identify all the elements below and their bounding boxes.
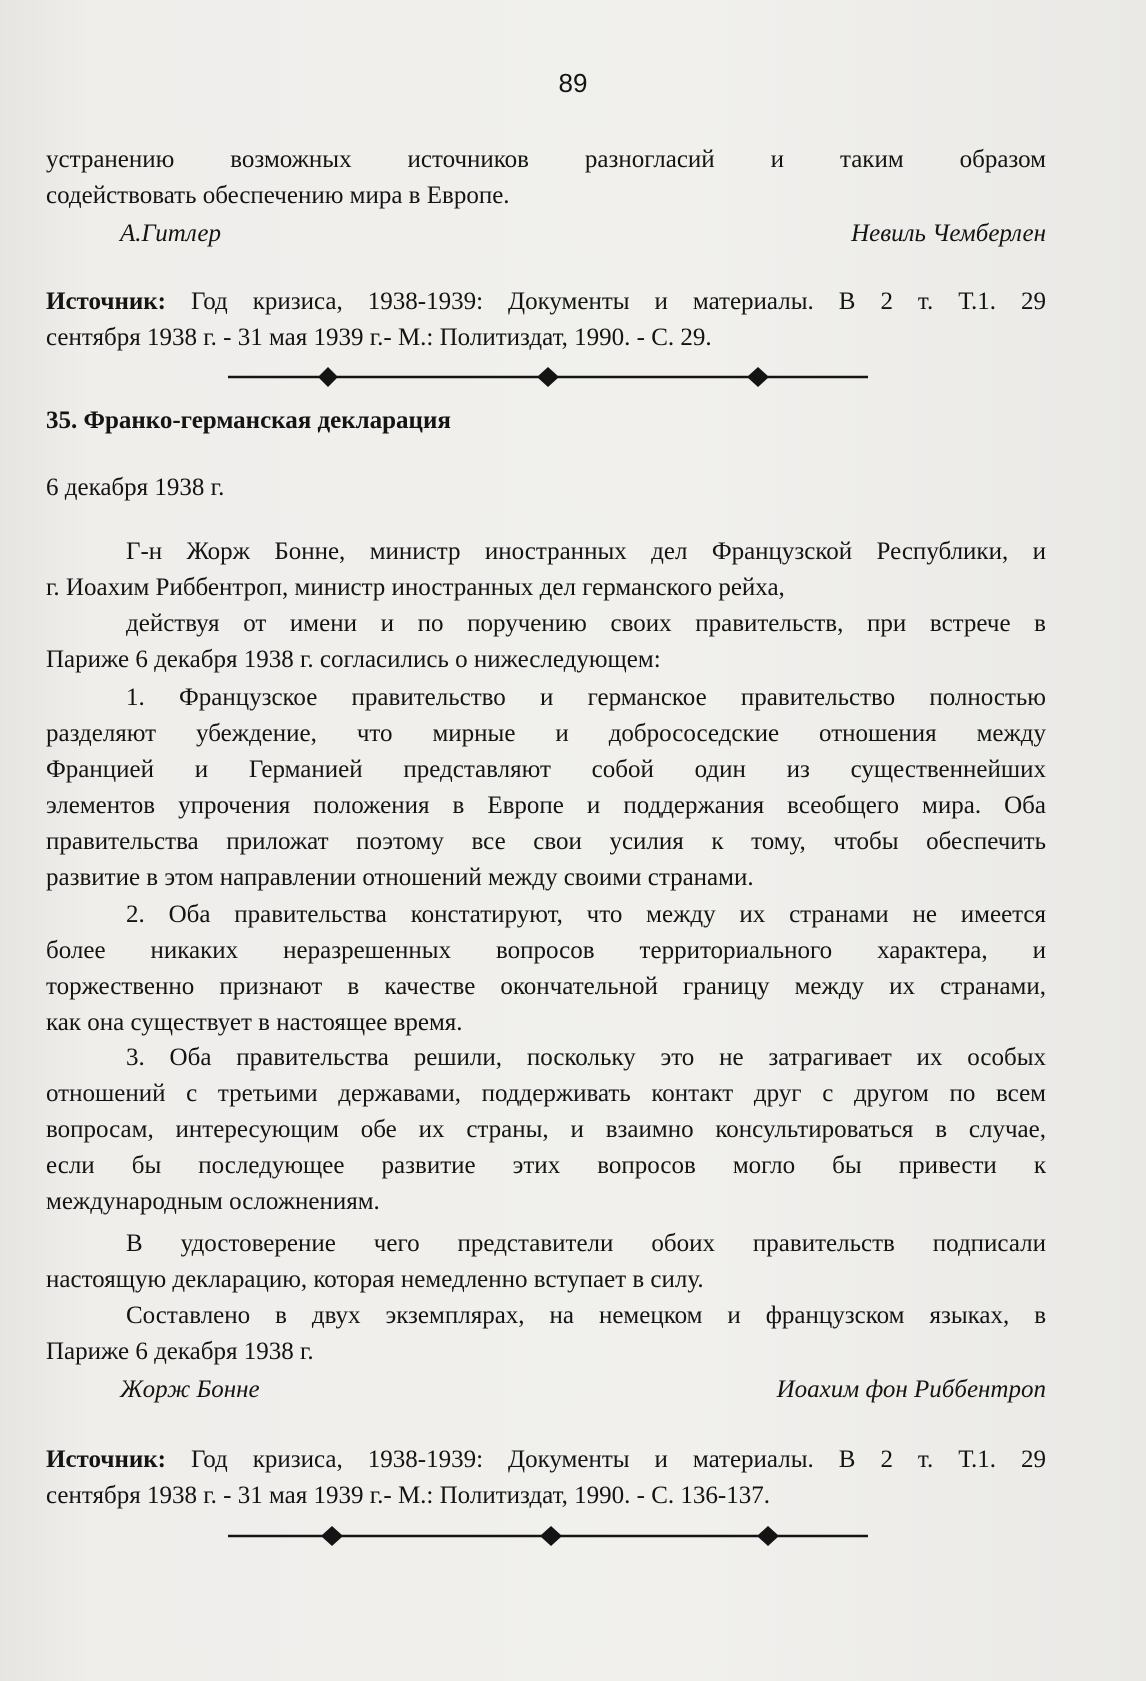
intro-line-1: Г-н Жорж Бонне, министр иностранных дел Французской Республики, и: [126, 538, 1046, 565]
signature-chamberlain: Невиль Чемберлен: [851, 220, 1046, 247]
divider-diamond: [537, 367, 559, 387]
article-2-line-1: 2. Оба правительства констатируют, что между их странами не имеется: [126, 901, 1046, 928]
section-divider-bottom: [228, 1523, 868, 1549]
signature-bonnet: Жорж Бонне: [120, 1376, 260, 1403]
section-date: 6 декабря 1938 г.: [46, 474, 225, 501]
source-2-line-1: [46, 1442, 1046, 1478]
divider-diamond: [321, 1526, 343, 1546]
closing-line-3: Составлено в двух экземплярах, на немецком и французском языках, в: [126, 1302, 1046, 1329]
article-2-line-2: более никаких неразрешенных вопросов территориального характера, и: [46, 937, 1046, 964]
intro-line-4: Париже 6 декабря 1938 г. согласились о нижеследующем:: [46, 646, 661, 673]
article-3-line-4: если бы последующее развитие этих вопросов могло бы привести к: [46, 1152, 1046, 1179]
section-divider-top: [228, 364, 868, 390]
article-1-line-2: разделяют убеждение, что мирные и добрососедские отношения между: [46, 720, 1046, 747]
divider-diamond: [747, 367, 769, 387]
article-1-line-4: элементов упрочения положения в Европе и поддержания всеобщего мира. Оба: [46, 792, 1046, 819]
signature-hitler: А.Гитлер: [120, 220, 221, 247]
article-3-line-5: международным осложнениям.: [46, 1188, 380, 1215]
page-number: 89: [558, 68, 588, 98]
divider-diamond: [318, 367, 338, 387]
article-1-line-3: Францией и Германией представляют собой один из существеннейших: [46, 756, 1046, 783]
divider-diamond: [540, 1526, 562, 1546]
intro-line-2: г. Иоахим Риббентроп, министр иностранных дел германского рейха,: [46, 574, 785, 601]
article-3-line-2: отношений с третьими державами, поддерживать контакт друг с другом по всем: [46, 1080, 1046, 1107]
article-3-line-3: вопросам, интересующим обе их страны, и взаимно консультироваться в случае,: [46, 1116, 1046, 1143]
source-2-label: Источник:: [46, 1446, 166, 1473]
source-1-line-2: сентября 1938 г. - 31 мая 1939 г.- М.: Политиздат, 1990. - С. 29.: [46, 324, 712, 351]
source-1-line-1: [46, 284, 1046, 320]
article-1-line-1: 1. Французское правительство и германское правительство полностью: [126, 684, 1046, 711]
intro-line-3: действуя от имени и по поручению своих правительств, при встрече в: [126, 610, 1046, 637]
article-1-line-6: развитие в этом направлении отношений между своими странами.: [46, 864, 754, 891]
top-signatures: [120, 216, 1046, 252]
closing-line-2: настоящую декларацию, которая немедленно вступает в силу.: [46, 1266, 704, 1293]
signature-ribbentrop: Иоахим фон Риббентроп: [776, 1376, 1046, 1403]
source-2-text: Год кризиса, 1938-1939: Документы и материалы. В 2 т. Т.1. 29: [165, 1446, 1046, 1473]
closing-line-4: Париже 6 декабря 1938 г.: [46, 1338, 314, 1365]
article-1-line-5: правительства приложат поэтому все свои усилия к тому, чтобы обеспечить: [46, 828, 1046, 855]
source-1-text: Год кризиса, 1938-1939: Документы и материалы. В 2 т. Т.1. 29: [165, 288, 1046, 315]
article-2-line-3: торжественно признают в качестве окончательной границу между их странами,: [46, 973, 1046, 1000]
source-2-line-2: сентября 1938 г. - 31 мая 1939 г.- М.: Политиздат, 1990. - С. 136-137.: [46, 1482, 770, 1509]
section-title: 35. Франко-германская декларация: [46, 407, 451, 434]
bottom-signatures: [120, 1372, 1046, 1408]
closing-line-1: В удостоверение чего представители обоих правительств подписали: [126, 1230, 1046, 1257]
source-1-label: Источник:: [46, 288, 166, 315]
continued-text-line-2: содействовать обеспечению мира в Европе.: [46, 182, 510, 209]
article-3-line-1: 3. Оба правительства решили, поскольку это не затрагивает их особых: [126, 1044, 1046, 1071]
continued-text-line-1: устранению возможных источников разногласий и таким образом: [46, 146, 1046, 173]
article-2-line-4: как она существует в настоящее время.: [46, 1009, 463, 1036]
divider-diamond: [757, 1526, 779, 1546]
